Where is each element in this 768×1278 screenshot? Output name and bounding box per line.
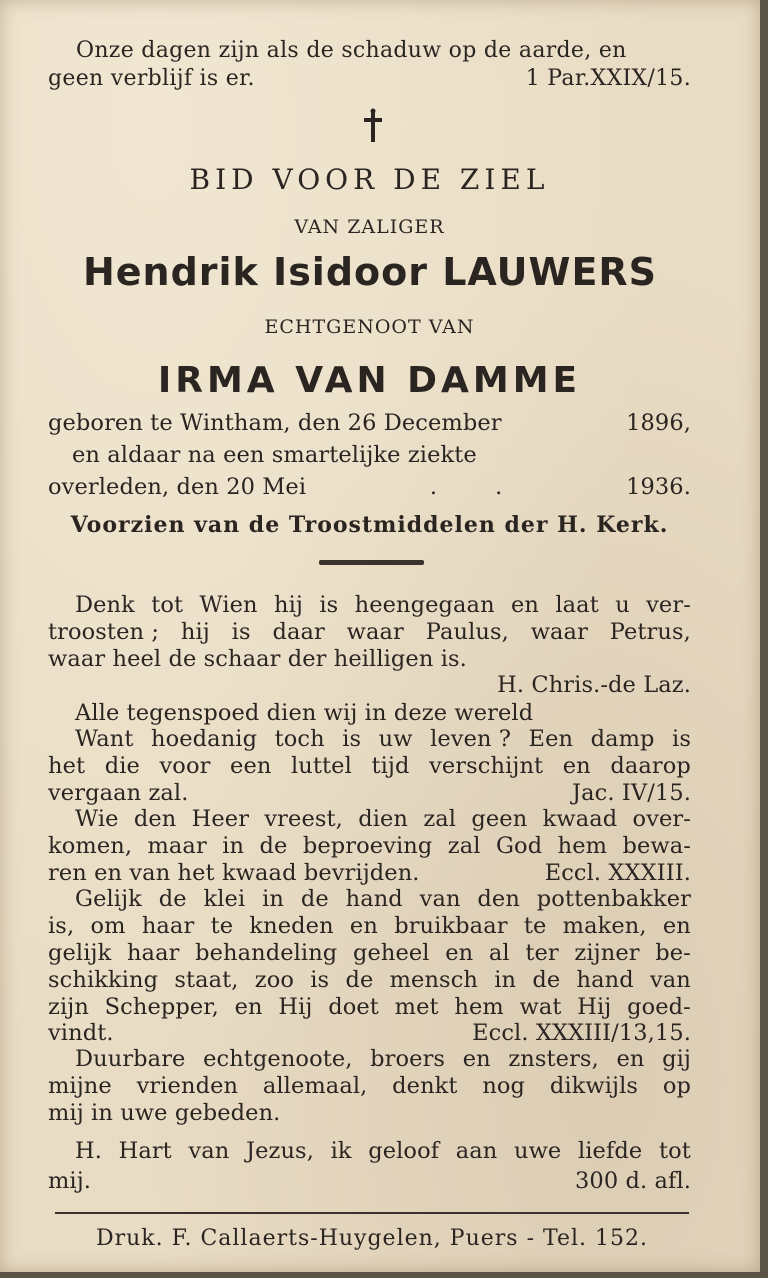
- word: zijn: [48, 994, 89, 1020]
- word: uwe: [513, 1138, 562, 1164]
- reference: Jac. IV/15.: [572, 780, 691, 806]
- word: schikking: [48, 967, 159, 993]
- word: denkt: [392, 1073, 458, 1099]
- word: znsters,: [508, 1046, 599, 1072]
- word: met: [394, 994, 439, 1020]
- text-line: [48, 913, 691, 939]
- word: Paulus,: [425, 619, 509, 645]
- word: uw: [378, 726, 413, 752]
- word: en: [462, 1046, 491, 1072]
- word: broers: [370, 1046, 446, 1072]
- word: laat: [555, 592, 599, 618]
- printer-line: Druk. F. Callaerts-Huygelen, Puers - Tel. 152.: [95, 1226, 648, 1251]
- text-line: [48, 619, 691, 645]
- word: ver-: [646, 592, 691, 618]
- reference: 300 d. afl.: [575, 1168, 691, 1194]
- word: maar: [147, 833, 207, 859]
- word: van: [188, 1138, 230, 1164]
- reference: Eccl. XXXIII/13,15.: [472, 1020, 691, 1046]
- text-line: [48, 860, 691, 886]
- word: hoedanig: [151, 726, 258, 752]
- word: damp: [590, 726, 655, 752]
- word: zal: [423, 806, 457, 832]
- word: de: [300, 886, 329, 912]
- text-line: [75, 1138, 691, 1164]
- text-line: [48, 967, 691, 993]
- word: en: [662, 913, 691, 939]
- word: staat,: [174, 967, 239, 993]
- word: waar: [346, 619, 404, 645]
- motto-text: geen verblijf is er.: [48, 66, 255, 91]
- cross-icon: [362, 108, 384, 144]
- text-line: [48, 1073, 691, 1099]
- word: tijd: [371, 753, 410, 779]
- text-line: [48, 833, 691, 859]
- word: toch: [274, 726, 325, 752]
- word: in: [222, 833, 245, 859]
- word: Wie: [75, 806, 119, 832]
- word: bewa-: [622, 833, 691, 859]
- text-line: [75, 806, 691, 832]
- word: H.: [75, 1138, 102, 1164]
- ornament-rule: [319, 560, 424, 565]
- word: en: [511, 592, 540, 618]
- text-line: [48, 994, 691, 1020]
- word: liefde: [577, 1138, 643, 1164]
- text-line: [48, 1168, 691, 1194]
- word: kneden: [249, 913, 334, 939]
- word: geen: [471, 806, 528, 832]
- of-late-heading: VAN ZALIGER: [294, 216, 445, 238]
- born-year: 1896,: [626, 410, 691, 436]
- word: en: [445, 940, 474, 966]
- text-span: vergaan zal.: [48, 780, 189, 806]
- word: gij: [662, 1046, 691, 1072]
- word: is: [342, 726, 362, 752]
- word: luttel: [291, 753, 352, 779]
- prayer-heading: BID VOOR DE ZIEL: [189, 163, 550, 196]
- word: waar: [530, 619, 588, 645]
- word: geloof: [368, 1138, 440, 1164]
- word: goed-: [627, 994, 691, 1020]
- word: hand: [345, 886, 403, 912]
- word: gelijk: [48, 940, 112, 966]
- word: hand: [576, 967, 634, 993]
- word: om: [90, 913, 126, 939]
- text-line: [75, 1046, 691, 1072]
- spouse-name: IRMA VAN DAMME: [157, 360, 582, 401]
- word: klei: [203, 886, 246, 912]
- word: komen,: [48, 833, 133, 859]
- born-line: [48, 410, 691, 436]
- word: en: [349, 913, 378, 939]
- word: tot: [151, 592, 184, 618]
- word: den: [477, 886, 520, 912]
- word: is: [319, 592, 339, 618]
- died-line: [48, 474, 691, 500]
- text-line: [75, 592, 691, 618]
- word: de: [259, 833, 288, 859]
- word: en: [562, 753, 591, 779]
- reference: Eccl. XXXIII.: [544, 860, 691, 886]
- text-line: [75, 886, 691, 912]
- word: God: [495, 833, 543, 859]
- motto-line-2: [48, 66, 691, 91]
- word: vreest,: [264, 806, 343, 832]
- word: nog: [482, 1073, 526, 1099]
- word: tot: [658, 1138, 691, 1164]
- word: vrienden: [136, 1073, 239, 1099]
- word: dikwijls: [549, 1073, 639, 1099]
- word: haar: [126, 940, 180, 966]
- word: behandeling: [195, 940, 338, 966]
- word: dien: [358, 806, 409, 832]
- word: het: [48, 753, 86, 779]
- died-dots: . .: [429, 474, 503, 500]
- text-line: [48, 940, 691, 966]
- word: ik: [330, 1138, 352, 1164]
- word: is: [672, 726, 691, 752]
- text-span: vindt.: [48, 1020, 114, 1046]
- text-line: waar heel de schaar der heilligen is.: [48, 646, 467, 672]
- word: te: [523, 913, 547, 939]
- word: Heer: [191, 806, 250, 832]
- word: Een: [528, 726, 574, 752]
- word: voor: [159, 753, 211, 779]
- word: te: [210, 913, 234, 939]
- word: geheel: [352, 940, 430, 966]
- word: is: [231, 619, 251, 645]
- text-line: [48, 1020, 691, 1046]
- word: u: [615, 592, 630, 618]
- word: Jezus,: [245, 1138, 314, 1164]
- born-text: geboren te Wintham, den 26 December: [48, 410, 502, 436]
- word: in: [262, 886, 284, 912]
- word: de: [532, 967, 561, 993]
- word: doet: [328, 994, 379, 1020]
- word: heengegaan: [354, 592, 495, 618]
- word: haar: [141, 913, 195, 939]
- died-year: 1936.: [626, 474, 691, 500]
- word: mensch: [389, 967, 478, 993]
- word: leven ?: [430, 726, 512, 752]
- word: een: [230, 753, 272, 779]
- word: op: [662, 1073, 691, 1099]
- motto-reference: 1 Par.XXIX/15.: [525, 66, 691, 91]
- word: Hart: [118, 1138, 172, 1164]
- footer-rule: [55, 1212, 689, 1214]
- word: wat: [519, 994, 562, 1020]
- deceased-name: Hendrik Isidoor LAUWERS: [82, 250, 658, 294]
- word: hem: [454, 994, 504, 1020]
- word: be-: [655, 940, 691, 966]
- word: al: [488, 940, 510, 966]
- word: allemaal,: [262, 1073, 368, 1099]
- word: in: [494, 967, 517, 993]
- word: Schepper,: [104, 994, 219, 1020]
- word: is,: [48, 913, 75, 939]
- word: de: [158, 886, 187, 912]
- text-line: Alle tegenspoed dien wij in deze wereld: [75, 700, 534, 726]
- word: Wien: [199, 592, 258, 618]
- word: die: [104, 753, 140, 779]
- word: beproeving: [302, 833, 433, 859]
- word: en: [234, 994, 263, 1020]
- word: hij: [274, 592, 303, 618]
- text-line: mij in uwe gebeden.: [48, 1100, 281, 1126]
- word: ter: [525, 940, 559, 966]
- word: daarop: [610, 753, 691, 779]
- text-line: [48, 753, 691, 779]
- word: zal: [447, 833, 481, 859]
- word: pottenbakker: [536, 886, 691, 912]
- word: de: [345, 967, 374, 993]
- word: van: [419, 886, 461, 912]
- text-span: ren en van het kwaad bevrijden.: [48, 860, 420, 886]
- word: zoo: [254, 967, 295, 993]
- word: Gelijk: [75, 886, 142, 912]
- word: en: [616, 1046, 645, 1072]
- word: bruikbaar: [394, 913, 508, 939]
- word: echtgenoote,: [203, 1046, 353, 1072]
- text-line: [75, 726, 691, 752]
- died-text: overleden, den 20 Mei: [48, 474, 307, 500]
- word: verschijnt: [429, 753, 544, 779]
- word: aan: [455, 1138, 498, 1164]
- word: Duurbare: [75, 1046, 186, 1072]
- word: Want: [75, 726, 134, 752]
- word: hem: [557, 833, 608, 859]
- word: kwaad: [542, 806, 618, 832]
- sacraments-line: Voorzien van de Troostmiddelen der H. Kerk.: [70, 512, 669, 538]
- word: den: [133, 806, 177, 832]
- text-span: mij.: [48, 1168, 92, 1194]
- text-line: [48, 780, 691, 806]
- word: mijne: [48, 1073, 112, 1099]
- word: Petrus,: [609, 619, 691, 645]
- word: hij: [180, 619, 210, 645]
- word: zijner: [574, 940, 640, 966]
- word: troosten ;: [48, 619, 160, 645]
- word: is: [310, 967, 330, 993]
- word: Hij: [278, 994, 313, 1020]
- word: daar: [272, 619, 325, 645]
- word: Denk: [75, 592, 135, 618]
- reference: H. Chris.-de Laz.: [497, 672, 691, 698]
- word: over-: [632, 806, 691, 832]
- motto-line-1: Onze dagen zijn als de schaduw op de aarde, en: [76, 38, 627, 63]
- word: Hij: [577, 994, 612, 1020]
- word: van: [649, 967, 691, 993]
- spouse-of-heading: ECHTGENOOT VAN: [264, 316, 475, 338]
- illness-line: en aldaar na een smartelijke ziekte: [72, 442, 477, 468]
- word: maken,: [562, 913, 647, 939]
